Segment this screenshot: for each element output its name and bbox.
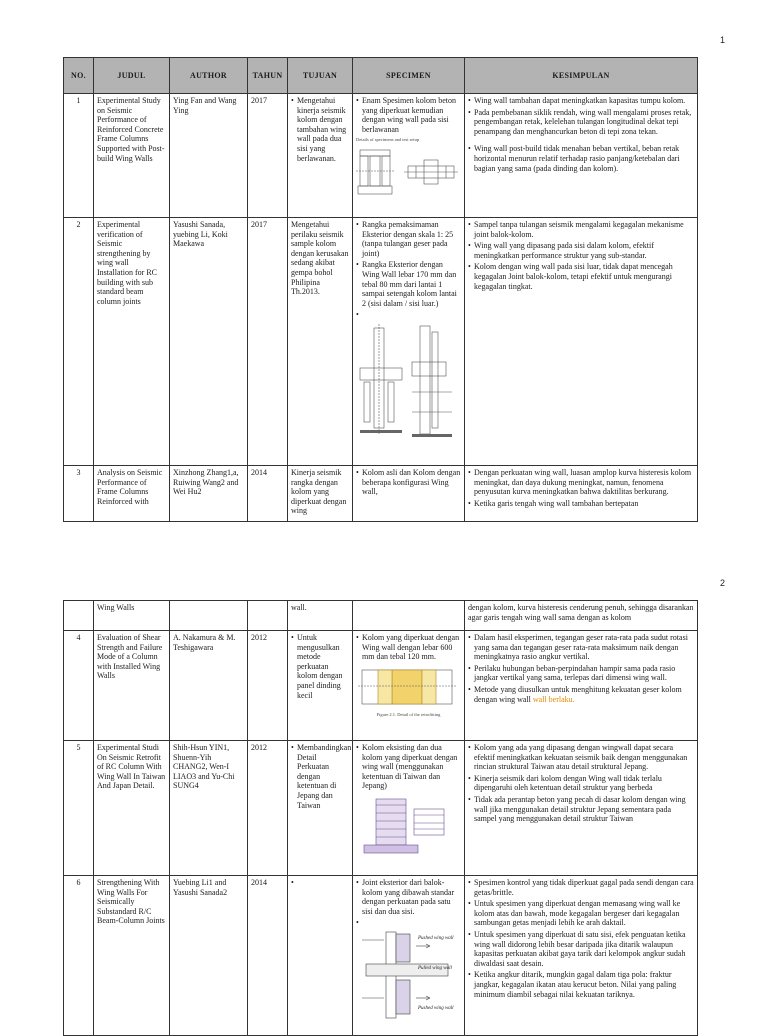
table-row (64, 466, 698, 522)
header-judul: JUDUL (94, 58, 170, 94)
cell-specimen (353, 601, 465, 631)
table-row (64, 876, 698, 1036)
specimen-item: • Joint eksterior dari balok-kolom yang dibawah standar dengan perkuatan pada satu sisi dan dua sisi. (362, 878, 461, 916)
cell-tahun: 2014 (248, 876, 288, 1036)
kesimpulan-item: • Tidak ada perantap beton yang pecah di dasar kolom dengan wing wall jika menggunakan detail struktur Jepang sementara pada sampel yang menggunakan detail struktur Taiwan (474, 795, 694, 824)
specimen-item: • Kolom yang diperkuat dengan Wing wall dengan lebar 600 mm dan tebal 120 mm. (362, 633, 461, 662)
specimen-item (362, 918, 461, 926)
literature-table-page-2 (63, 600, 698, 1036)
cell-kesimpulan (465, 631, 698, 741)
cell-specimen (353, 741, 465, 876)
specimen-figure-caption: Figure 2.1. Detail of the retrofitting (376, 711, 441, 717)
cell-specimen (353, 631, 465, 741)
cell-tahun: 2012 (248, 631, 288, 741)
kesimpulan-item: • Wing wall yang dipasang pada sisi dalam kolom, efektif meningkatkan performance struktur yang sub-standar. (474, 241, 694, 260)
specimen-item: • Enam Spesimen kolom beton yang diperkuat kemudian dengan wing wall pada sisi berlawanan (362, 96, 461, 134)
specimen-item (362, 310, 461, 318)
cell-no: 3 (64, 466, 94, 522)
specimen-item: • Rangka pemaksimaman Eksterior dengan skala 1: 25 (tanpa tulangan geser pada joint) (362, 220, 461, 258)
table-header-row (64, 58, 698, 94)
header-no: NO. (64, 58, 94, 94)
kesimpulan-item: • Wing wall post-build tidak menahan beban vertikal, beban retak horizontal menurun relatif terhadap rasio panjang/ketebalan dari bagian yang sama (pada dinding dan kolom). (474, 144, 694, 173)
figure-label: Pushed wing wall (418, 1006, 454, 1012)
kesimpulan-item: • Kinerja seismik dari kolom dengan Wing wall tidak terlalu dipengaruhi oleh ketentuan detail struktur yang berbeda (474, 774, 694, 793)
cell-kesimpulan (465, 876, 698, 1036)
kesimpulan-item: • Untuk spesimen yang diperkuat dengan memasang wing wall ke kolom atas dan bawah, mode kegagalan bergeser dari kegagalan sambungan getas menjadi lebih ke arah daktail. (474, 899, 694, 928)
specimen-drawing (356, 146, 460, 198)
tujuan-item (297, 878, 349, 886)
kesimpulan-item: • Perilaku hubungan beban-perpindahan hampir sama pada rasio jangkar vertikal yang sama, terlepas dari dimensi wing wall. (474, 664, 694, 683)
specimen-drawing (356, 322, 460, 442)
specimen-figure-caption: Details of specimens and test setup (356, 137, 420, 143)
cell-tahun: 2014 (248, 466, 288, 522)
kesimpulan-text: Metode yang diusulkan untuk menghitung kekuatan geser kolom dengan wing wall (474, 684, 682, 704)
tujuan-item: • Untuk mengusulkan metode perkuatan kolom dengan panel dinding kecil (297, 633, 349, 700)
cell-tujuan (288, 876, 353, 1036)
page-number: 1 (720, 35, 726, 45)
cell-author: A. Nakamura & M. Teshigawara (170, 631, 248, 741)
cell-judul: Wing Walls (94, 601, 170, 631)
cell-specimen (353, 876, 465, 1036)
table-row (64, 741, 698, 876)
cell-specimen (353, 218, 465, 466)
cell-tahun: 2012 (248, 741, 288, 876)
cell-author: Ying Fan and Wang Ying (170, 94, 248, 218)
cell-no: 2 (64, 218, 94, 466)
cell-tujuan (288, 741, 353, 876)
cell-judul: Experimental verification of Seismic strengthening by wing wall Installation for RC building with sub standard beam column joints (94, 218, 170, 466)
specimen-drawing (356, 795, 460, 857)
cell-tujuan (288, 631, 353, 741)
header-tahun: TAHUN (248, 58, 288, 94)
cell-tujuan: wall. (288, 601, 353, 631)
highlighted-text: wall berlaku. (532, 694, 575, 704)
kesimpulan-item: • Sampel tanpa tulangan seismik mengalami kegagalan mekanisme joint balok-kolom. (474, 220, 694, 239)
specimen-item: • Kolom asli dan Kolom dengan beberapa konfigurasi Wing wall, (362, 468, 461, 497)
literature-table-page-1 (63, 57, 698, 522)
specimen-figure (356, 928, 460, 1020)
cell-kesimpulan (465, 218, 698, 466)
tujuan-item: • Mengetahui kinerja seismik kolom dengan tambahan wing wall pada dua sisi yang berlawanan. (297, 96, 349, 163)
kesimpulan-item: • Untuk spesimen yang diperkuat di satu sisi, efek penguatan ketika wing wall didorong lebih besar daripada jika ditarik walaupun kapasitas perkuatan akibat gaya tarik dari kelompok angkur sudah diwaldasi saat desain. (474, 930, 694, 968)
specimen-item: • Rangka Eksterior dengan Wing Wall lebar 170 mm dan tebal 80 mm dari lantai 1 sampai setengah kolom lantai 2 (sisi dalam / sisi luar.) (362, 260, 461, 308)
header-tujuan: TUJUAN (288, 58, 353, 94)
kesimpulan-item: • Dalam hasil eksperimen, tegangan geser rata-rata pada sudut rotasi yang sama dan tegangan geser rata-rata maksimum naik dengan meningkatnya rasio angkur vertikal. (474, 633, 694, 662)
cell-no: 1 (64, 94, 94, 218)
cell-tahun (248, 601, 288, 631)
cell-specimen (353, 466, 465, 522)
table-row (64, 218, 698, 466)
figure-label: Pushed wing wall (418, 936, 454, 942)
cell-kesimpulan (465, 741, 698, 876)
cell-no (64, 601, 94, 631)
table-row (64, 601, 698, 631)
cell-tahun: 2017 (248, 218, 288, 466)
cell-judul: Experimental Studi On Seismic Retrofit of RC Column With Wing Wall In Taiwan And Japan Detail. (94, 741, 170, 876)
kesimpulan-item: • Ketika garis tengah wing wall tambahan bertepatan (474, 499, 694, 509)
kesimpulan-item: • Wing wall tambahan dapat meningkatkan kapasitas tumpu kolom. (474, 96, 694, 106)
cell-kesimpulan (465, 94, 698, 218)
figure-label: Pulled wing wall (418, 966, 452, 972)
cell-judul: Experimental Study on Seismic Performance of Reinforced Concrete Frame Columns Supported with Post-build Wing Walls (94, 94, 170, 218)
cell-tujuan: Mengetahui perilaku seismik sample kolom dengan kerusakan sedang akibat gempa bohol Philipina Th.2013. (288, 218, 353, 466)
kesimpulan-item: • Kolom dengan wing wall pada sisi luar, tidak dapat mencegah kegagalan Joint balok-kolom, tetapi efektif untuk mengurangi kegagalan tingkat. (474, 262, 694, 291)
cell-kesimpulan: dengan kolom, kurva histeresis cenderung penuh, sehingga disarankan agar garis tengah wing wall sama dengan as kolom (465, 601, 698, 631)
cell-author (170, 601, 248, 631)
tujuan-item: • Membandingkan Detail Perkuatan dengan ketentuan di Jepang dan Taiwan (297, 743, 349, 810)
kesimpulan-item (474, 685, 694, 704)
cell-author: Yuebing Li1 and Yasushi Sanada2 (170, 876, 248, 1036)
cell-author: Shih-Hsun YIN1, Shuenn-Yih CHANG2, Wen-I LIAO3 and Yu-Chi SUNG4 (170, 741, 248, 876)
header-author: AUTHOR (170, 58, 248, 94)
cell-author: Yasushi Sanada, yuebing Li, Koki Maekawa (170, 218, 248, 466)
header-specimen: SPECIMEN (353, 58, 465, 94)
cell-kesimpulan (465, 466, 698, 522)
table-row (64, 94, 698, 218)
page-number: 2 (720, 578, 726, 588)
cell-no: 4 (64, 631, 94, 741)
cell-author: Xinzhong Zhang1,a, Ruiwing Wang2 and Wei Hu2 (170, 466, 248, 522)
cell-judul: Analysis on Seismic Performance of Frame Columns Reinforced with (94, 466, 170, 522)
cell-tujuan: Kinerja seismik rangka dengan kolom yang diperkuat dengan wing (288, 466, 353, 522)
cell-no: 5 (64, 741, 94, 876)
cell-tujuan (288, 94, 353, 218)
kesimpulan-item: • Kolom yang ada yang dipasang dengan wingwall dapat secara efektif meningkatkan kekuatan seismik baik dengan menggunakan rincian struktural Taiwan atau detail struktural Jepang. (474, 743, 694, 772)
specimen-item: • Kolom eksisting dan dua kolom yang diperkuat dengan wing wall (menggunakan ketentuan di Taiwan dan Jepang) (362, 743, 461, 791)
cell-judul: Strengthening With Wing Walls For Seismically Substandard R/C Beam-Column Joints (94, 876, 170, 1036)
cell-specimen (353, 94, 465, 218)
kesimpulan-item: • Dengan perkuatan wing wall, luasan amplop kurva histeresis kolom meningkat, dan daya dukung meningkat, namun, fenomena penyusutan kurva meningkatkan bahwa daktilitas berkurang. (474, 468, 694, 497)
cell-no: 6 (64, 876, 94, 1036)
cell-judul: Evaluation of Shear Strength and Failure Mode of a Column with Installed Wing Walls (94, 631, 170, 741)
kesimpulan-item: • Pada pembebanan siklik rendah, wing wall mengalami proses retak, pengembangan retak, kelelehan tulangan longitudinal dekat tepi penampang dan menghancurkan beton di tepi zona tekan. (474, 108, 694, 137)
specimen-drawing (356, 666, 460, 712)
kesimpulan-item: • Spesimen kontrol yang tidak diperkuat gagal pada sendi dengan cara getas/brittle. (474, 878, 694, 897)
kesimpulan-item: • Ketika angkur ditarik, mungkin gagal dalam tiga pola: fraktur jangkar, kegagalan ikatan atau kerucut beton. Nilai yang paling minimum diambil sebagai nilai kekuatan tariknya. (474, 970, 694, 999)
table-row (64, 631, 698, 741)
header-kesimpulan: KESIMPULAN (465, 58, 698, 94)
cell-tahun: 2017 (248, 94, 288, 218)
